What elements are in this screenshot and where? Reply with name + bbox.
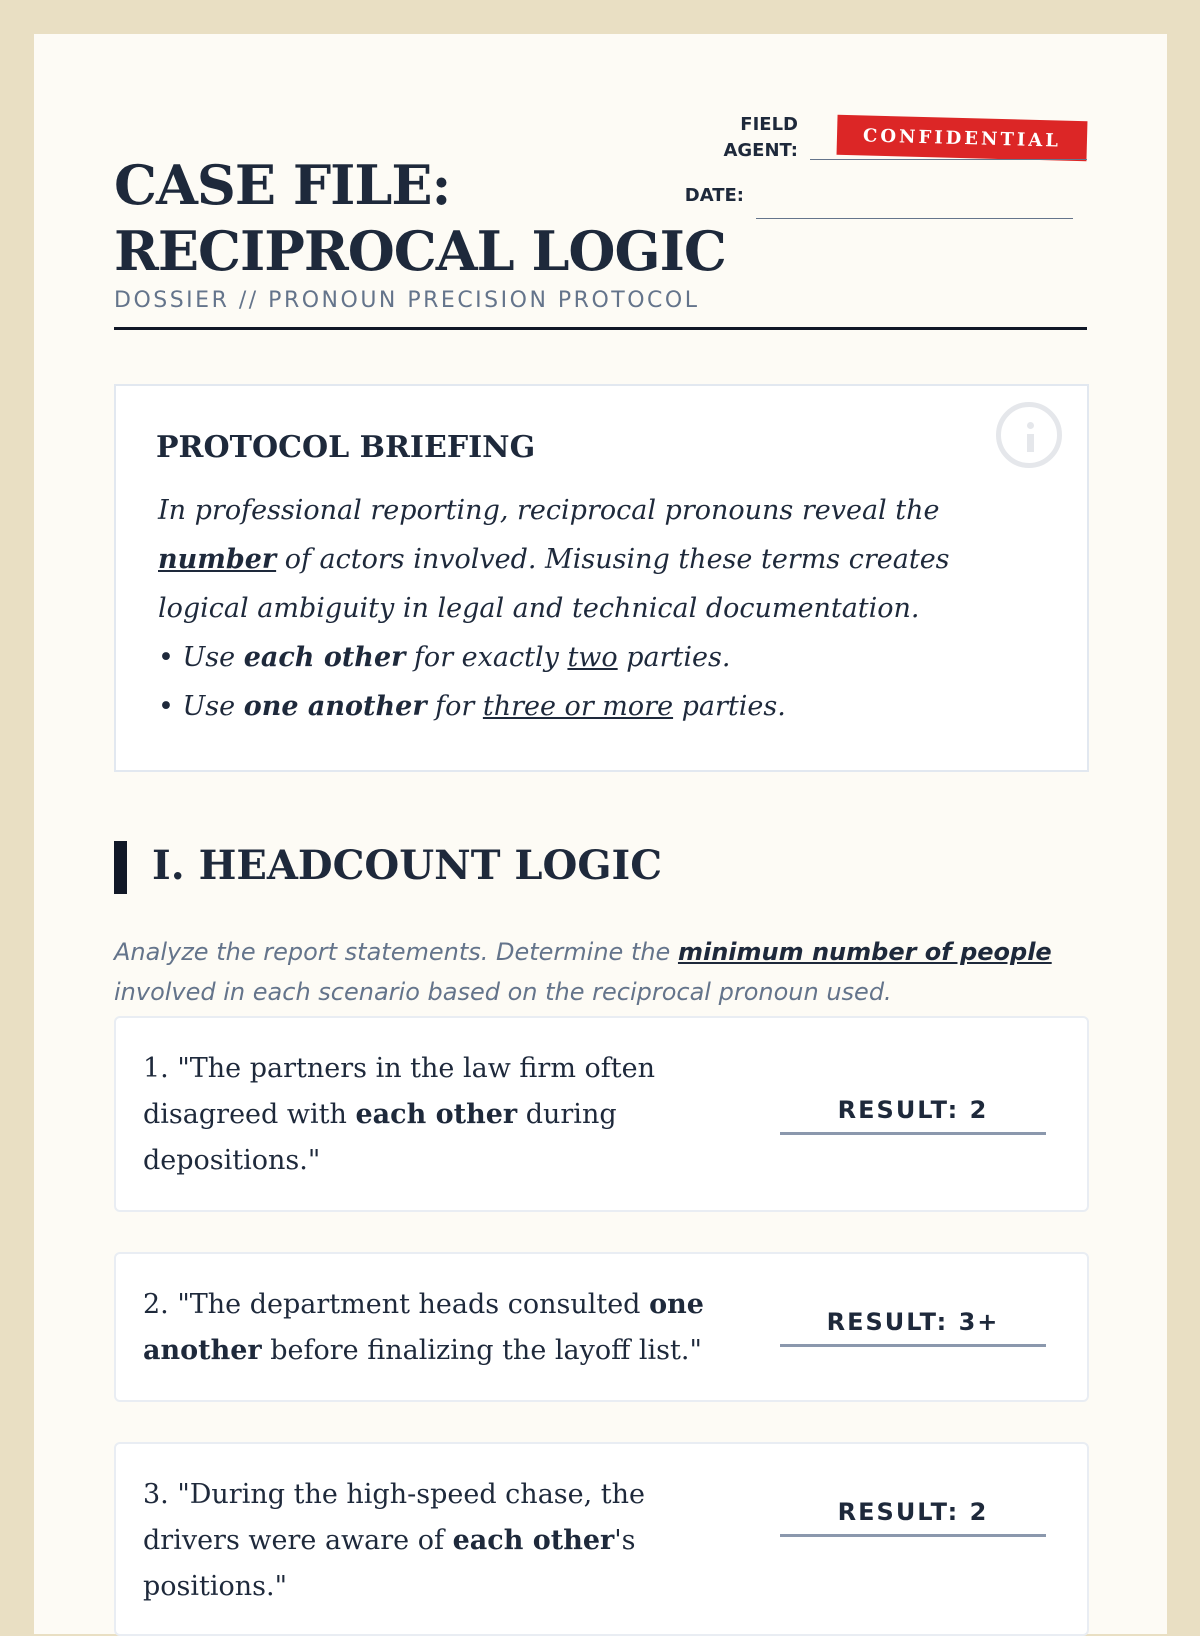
question-text: 1. "The partners in the law firm often disagreed with each other during depositions.": [143, 1053, 655, 1176]
answer-field[interactable]: RESULT: 2: [780, 1092, 1046, 1135]
briefing-heading: PROTOCOL BRIEFING: [156, 430, 536, 465]
protocol-briefing-box: [114, 384, 1089, 772]
page-subtitle: DOSSIER // PRONOUN PRECISION PROTOCOL: [114, 288, 700, 313]
answer-field[interactable]: RESULT: 3+: [780, 1304, 1046, 1347]
field-agent-label: FIELD AGENT:: [723, 114, 798, 161]
info-icon: [996, 402, 1062, 468]
question-text: 3. "During the high-speed chase, the drivers were aware of each other's positions.": [143, 1479, 646, 1602]
section-instructions: Analyze the report statements. Determine the minimum number of people involved in each scenario based on the reciprocal pronoun used.: [114, 938, 1052, 1006]
worksheet-page: [34, 34, 1167, 1634]
instructions-key-phrase: minimum number of people: [677, 938, 1052, 966]
question-card-1: [114, 1016, 1089, 1212]
confidential-stamp: CONFIDENTIAL: [837, 115, 1088, 162]
date-label: DATE:: [684, 185, 744, 206]
briefing-intro: In professional reporting, reciprocal pronouns reveal the number of actors involved. Misusing these terms creates logical ambiguity in legal and technical documentation.: [158, 495, 950, 624]
page-title: CASE FILE: RECIPROCAL LOGIC: [114, 153, 726, 283]
bullet-each-other: • Use each other for exactly two parties.: [158, 642, 731, 673]
key-term-number: number: [158, 544, 277, 575]
field-agent-input-line[interactable]: [810, 159, 1087, 160]
question-text: 2. "The department heads consulted one another before finalizing the layoff list.": [143, 1289, 704, 1366]
question-card-3: [114, 1442, 1089, 1636]
bullet-one-another: • Use one another for three or more parties.: [158, 691, 786, 722]
date-input-line[interactable]: [756, 218, 1073, 219]
question-card-2: [114, 1252, 1089, 1402]
answer-field[interactable]: RESULT: 2: [780, 1494, 1046, 1537]
briefing-text: [158, 486, 1048, 731]
header-divider: [114, 327, 1087, 330]
section-headcount-logic: [114, 838, 1087, 894]
section-heading: I. HEADCOUNT LOGIC: [152, 842, 663, 889]
section-marker: [114, 841, 127, 894]
